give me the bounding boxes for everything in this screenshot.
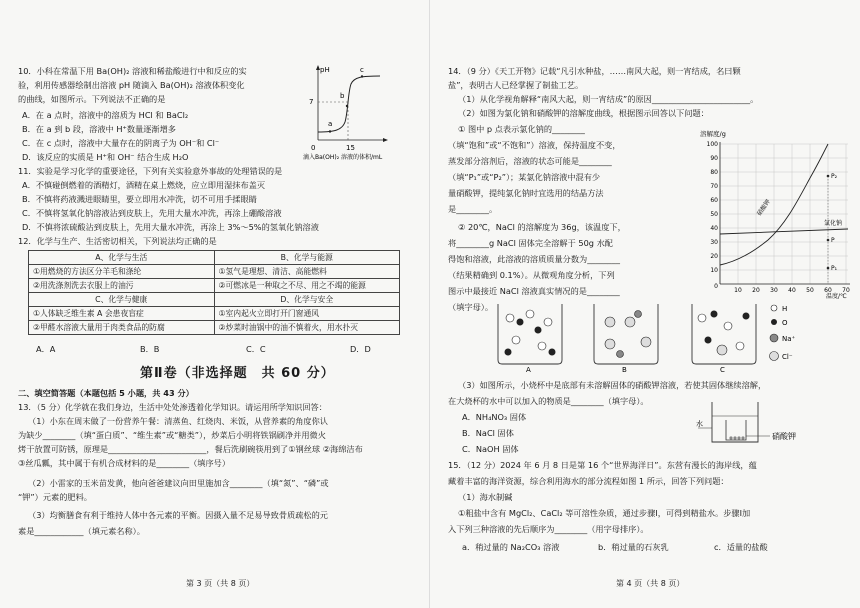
q13-line7: “钾”）元素的肥料。 xyxy=(18,492,92,502)
solubility-y-label: 溶解度/g xyxy=(700,130,726,138)
q15-option-b: b．稍过量的石灰乳 xyxy=(598,542,669,552)
ytick-40: 40 xyxy=(710,225,718,232)
q14-p2: （填“饱和”或“不饱和”）溶液，保持温度不变， xyxy=(448,140,621,150)
q12-b-2: ②可燃冰是一种取之不尽、用之不竭的能源 xyxy=(214,279,400,293)
kno3-curve-label: 硝酸钾 xyxy=(755,198,772,218)
q10-option-c: C．在 c 点时，溶液中大量存在的阴离子为 OH⁻和 Cl⁻ xyxy=(22,138,220,148)
beaker-a-label: A xyxy=(526,366,531,374)
q14-option-c: C．NaOH 固体 xyxy=(462,444,519,454)
legend-h: H xyxy=(782,305,788,313)
nacl-curve-label: 氯化钠 xyxy=(824,220,843,227)
q10-option-d: D．该反应的实质是 H⁺和 OH⁻ 结合生成 H₂O xyxy=(22,152,189,162)
q12-option-b: B．B xyxy=(140,344,160,354)
legend-o: O xyxy=(782,319,788,327)
q10-line3: 的曲线，如图所示。下列说法不正确的是 xyxy=(18,94,166,104)
q13-line1: 13．（5 分）化学就在我们身边，生活中处处渗透着化学知识。请运用所学知识回答： xyxy=(18,402,327,412)
q14-option-a: A．NH₄NO₃ 固体 xyxy=(462,412,527,422)
q12-c-1: ①人体缺乏维生素 A 会患夜盲症 xyxy=(29,307,215,321)
q11-stem: 11．实验是学习化学的重要途径，下列有关实验意外事故的处理错误的是 xyxy=(18,166,283,176)
point-a-label: a xyxy=(328,120,333,128)
water-label: 水 xyxy=(696,420,703,428)
q14-p10: （结果精确到 0.1%）。从微观角度分析，下列 xyxy=(448,270,615,280)
q14-p5: 量硝酸钾，提纯氯化钠时宜选用的结晶方法 xyxy=(448,188,604,198)
ytick-90: 90 xyxy=(710,155,718,162)
ph-axis-label: pH xyxy=(320,66,330,74)
q12-d-2: ②炒菜时油锅中的油不慎着火，用水扑灭 xyxy=(214,321,400,335)
q15-line3: （1）海水制碱 xyxy=(458,492,513,502)
beaker-b-label: B xyxy=(622,366,627,374)
q15-line4: ①粗盐中含有 MgCl₂、CaCl₂ 等可溶性杂质，通过步骤Ⅰ，可得到精盐水。步骤Ⅰ加 xyxy=(458,508,751,518)
ph-curve-figure xyxy=(300,62,425,162)
q12-d-1: ①室内起火立即打开门窗通风 xyxy=(214,307,400,321)
q10-option-a: A．在 a 点时，溶液中的溶质为 HCl 和 BaCl₂ xyxy=(22,110,189,120)
q11-option-d: D．不慎将浓硫酸沾到皮肤上，先用大量水冲洗，再涂上 3%～5%的氢氧化钠溶液 xyxy=(22,222,319,232)
q14-line2: 盐”，表明古人已经掌握了制盐工艺。 xyxy=(448,80,584,90)
xtick-50: 50 xyxy=(806,287,814,294)
q15-line1: 15．（12 分）2024 年 6 月 8 日是第 16 个“世界海洋日”。东营有漫长的海岸线，蕴 xyxy=(448,460,757,470)
xtick-40: 40 xyxy=(788,287,796,294)
q13-line4: 烤干放置可防锈，原理是________________________，餐后洗刷碗筷用到了①钢丝球 ②海绵洁布 xyxy=(18,444,363,454)
ytick-100: 100 xyxy=(706,141,718,148)
q12-a-1: ①用燃烧的方法区分羊毛和涤纶 xyxy=(29,265,215,279)
q15-option-a: a．稍过量的 Na₂CO₃ 溶液 xyxy=(462,542,560,552)
q15-option-c: c．适量的盐酸 xyxy=(714,542,768,552)
q12-a-head: A、化学与生活 xyxy=(29,251,215,265)
q11-option-b: B．不慎将药液溅进眼睛里，要立即用水冲洗，切不可用手揉眼睛 xyxy=(22,194,257,204)
q14-p1: ① 图中 p 点表示氯化钠的________ xyxy=(458,124,585,134)
q15-line5: 入下列三种溶液的先后顺序为________（用字母排序）。 xyxy=(448,524,649,534)
q14-p14: 在大烧杯的水中可以加入的物质是________（填字母）。 xyxy=(448,396,649,406)
q12-option-d: D．D xyxy=(350,344,371,354)
beaker-c-label: C xyxy=(720,366,725,374)
q14-line3: （1）从化学视角解释“南风大起，则一宵结成”的原因________________________。 xyxy=(458,94,759,104)
q14-line1: 14．（9 分）《天工开物》记载“凡引水种盐，……南风大起，则一宵结成，名曰颗 xyxy=(448,66,741,76)
q13-line8: （3）均衡膳食有利于维持人体中各元素的平衡。因摄入量不足易导致骨质疏松的元 xyxy=(28,510,328,520)
legend-cl: Cl⁻ xyxy=(782,353,793,361)
q12-option-c: C．C xyxy=(246,344,266,354)
q12-b-head: B、化学与能源 xyxy=(214,251,400,265)
ytick-60: 60 xyxy=(710,197,718,204)
ytick-30: 30 xyxy=(710,239,718,246)
kno3-label: 硝酸钾 xyxy=(772,432,796,441)
q14-p11: 图示中最接近 NaCl 溶液真实情况的是________ xyxy=(448,286,620,296)
q13-line6: （2）小雷家的玉米苗发黄，他向爸爸建议向田里施加含________（填“氮”、“磷”或 xyxy=(28,478,329,488)
legend-na: Na⁺ xyxy=(782,335,796,343)
q12-b-1: ①氢气是理想、清洁、高能燃料 xyxy=(214,265,400,279)
q13-line2: （1）小东在周末做了一份营养午餐：清蒸鱼、红烧肉、米饭，从营养素的角度你认 xyxy=(28,416,328,426)
point-p2-label: P₂ xyxy=(831,173,838,180)
ytick-0: 0 xyxy=(714,283,718,290)
ytick-50: 50 xyxy=(710,211,718,218)
q14-p6: 是________。 xyxy=(448,204,498,214)
section-title: 第Ⅱ卷（非选择题 共 60 分） xyxy=(140,366,335,381)
q14-p8: 将________g NaCl 固体完全溶解于 50g 水配 xyxy=(448,238,613,248)
q13-line3: 为缺少________（填“蛋白质”、“维生素”或“糖类”），炒菜后小明将铁锅刷净并用微火 xyxy=(18,430,326,440)
q12-table xyxy=(28,250,400,335)
q10-option-b: B．在 a 到 b 段，溶液中 H⁺数量逐渐增多 xyxy=(22,124,176,134)
q10-line2: 验，利用传感器绘制出溶液 pH 随滴入 Ba(OH)₂ 溶液体积变化 xyxy=(18,80,245,90)
q12-d-head: D、化学与安全 xyxy=(214,293,400,307)
beaker-kno3-figure xyxy=(698,398,848,448)
q14-line4: （2）如图为氯化钠和硝酸钾的溶解度曲线，根据图示回答以下问题： xyxy=(458,108,709,118)
q15-line2: 藏着丰富的海洋资源，综合利用海水的部分流程如图 1 所示，回答下列问题： xyxy=(448,476,729,486)
solubility-x-label: 温度/℃ xyxy=(826,293,847,300)
xtick-60: 60 xyxy=(824,287,832,294)
q12-option-a: A．A xyxy=(36,344,56,354)
part2-heading: 二、填空简答题（本题包括 5 小题，共 43 分） xyxy=(18,388,194,398)
q14-p7: ② 20℃，NaCl 的溶解度为 36g，该温度下， xyxy=(458,222,626,232)
q11-option-c: C．不慎将氢氧化钠溶液沾到皮肤上，先用大量水冲洗，再涂上硼酸溶液 xyxy=(22,208,282,218)
q14-option-b: B．NaCl 固体 xyxy=(462,428,514,438)
xtick-20: 20 xyxy=(752,287,760,294)
q14-p9: 得饱和溶液，此溶液的溶质质量分数为________ xyxy=(448,254,620,264)
q13-line9: 素是____________（填元素名称）。 xyxy=(18,526,145,536)
x15-tick: 15 xyxy=(346,144,355,152)
point-p-label: P xyxy=(831,237,835,244)
xtick-70: 70 xyxy=(842,287,850,294)
point-p1-label: P₁ xyxy=(831,265,838,272)
ph-x-axis-label: 滴入Ba(OH)₂ 溶液的体积/mL xyxy=(303,154,383,161)
solubility-curve-figure xyxy=(698,128,858,298)
page-footer-3: 第 3 页（共 8 页） xyxy=(186,579,255,588)
point-b-label: b xyxy=(340,92,345,100)
xtick-10: 10 xyxy=(734,287,742,294)
microscopic-beakers-figure xyxy=(470,300,840,372)
ph-7-tick: 7 xyxy=(309,98,314,106)
origin-tick: 0 xyxy=(311,144,316,152)
ytick-20: 20 xyxy=(710,253,718,260)
q14-p4: （填“P₁”或“P₂”）；某氯化钠溶液中混有少 xyxy=(448,172,601,182)
ytick-70: 70 xyxy=(710,183,718,190)
q14-p13: （3）如图所示，小烧杯中是底部有未溶解固体的硝酸钾溶液，若使其固体继续溶解， xyxy=(458,380,767,390)
q14-p3: 蒸发部分溶剂后，溶液的状态可能是________ xyxy=(448,156,612,166)
ytick-10: 10 xyxy=(710,267,718,274)
ytick-80: 80 xyxy=(710,169,718,176)
point-c-label: c xyxy=(360,66,364,74)
page-4 xyxy=(430,0,860,608)
q12-c-2: ②甲醛水溶液大量用于肉类食品的防腐 xyxy=(29,321,215,335)
beaker-b xyxy=(594,304,658,364)
q14-p12: （填字母）。 xyxy=(448,302,494,312)
q10-line1: 10．小科在常温下用 Ba(OH)₂ 溶液和稀盐酸进行中和反应的实 xyxy=(18,66,247,76)
q12-a-2: ②用洗涤剂洗去衣服上的油污 xyxy=(29,279,215,293)
q13-line5: ③丝瓜瓤，其中属于有机合成材料的是________（填序号） xyxy=(18,458,231,468)
q11-option-a: A．不慎碰倒燃着的酒精灯，酒精在桌上燃烧，应立即用湿抹布盖灭 xyxy=(22,180,266,190)
q12-stem: 12．化学与生产、生活密切相关，下列说法均正确的是 xyxy=(18,236,217,246)
xtick-30: 30 xyxy=(770,287,778,294)
page-footer-4: 第 4 页（共 8 页） xyxy=(616,579,685,588)
q12-c-head: C、化学与健康 xyxy=(29,293,215,307)
